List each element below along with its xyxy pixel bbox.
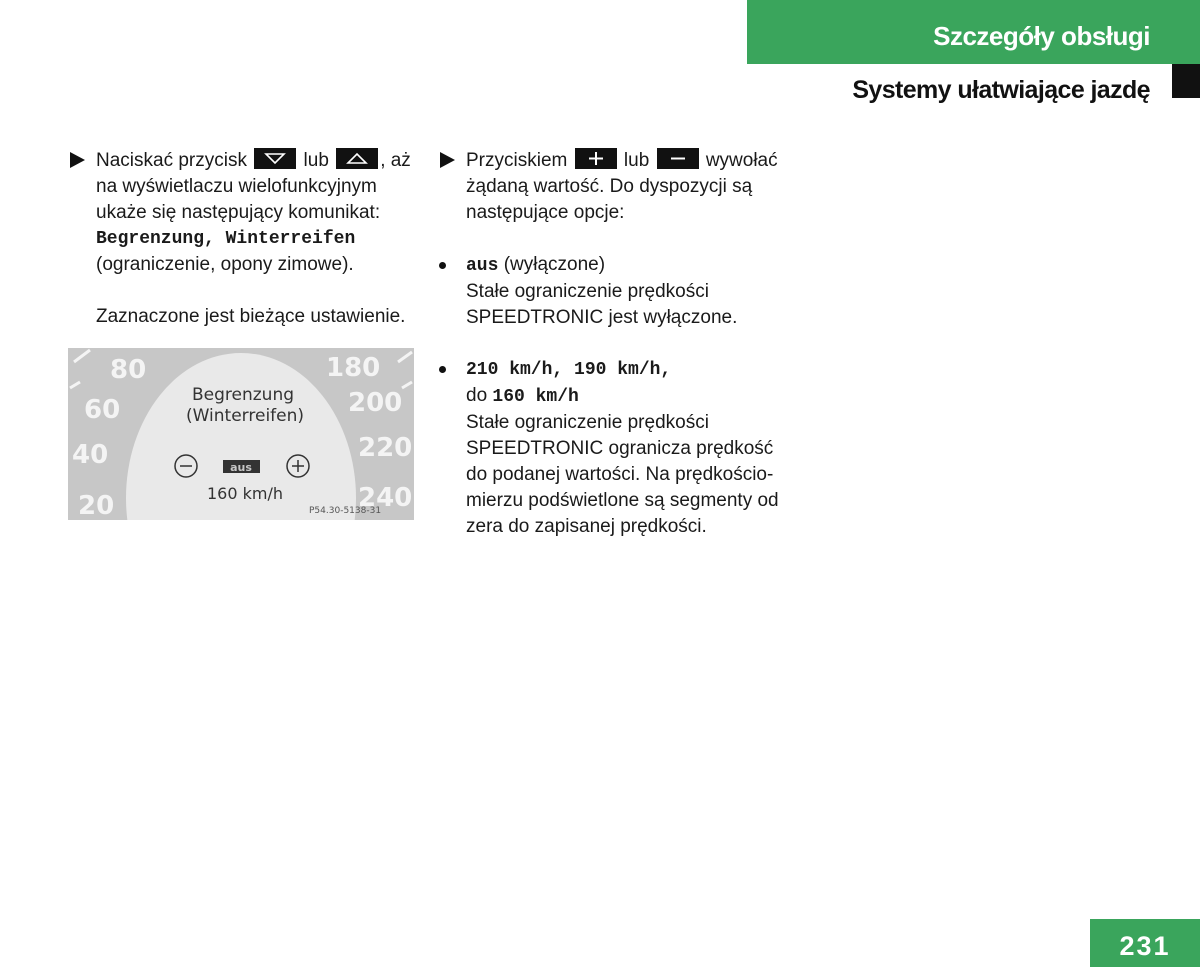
left-text: lub	[303, 150, 329, 171]
section-tab	[747, 0, 1200, 64]
left-paragraph-2: Zaznaczone jest bieżące ustawienie.	[96, 306, 406, 327]
option-2-mono: 210 km/h, 190 km/h,	[466, 360, 672, 380]
left-line-5: (ograniczenie, opony zimowe).	[96, 254, 354, 275]
left-line-3: ukaże się następujący komunikat:	[96, 202, 381, 223]
right-text: lub	[623, 150, 650, 171]
scale-left-0: 80	[110, 355, 147, 385]
right-line-1	[466, 148, 796, 174]
option-bullet	[439, 262, 446, 269]
option-2-line-4: SPEEDTRONIC ogranicza prędkość	[466, 438, 774, 459]
triangle-bullet-icon	[70, 152, 85, 168]
option-bullet	[439, 366, 446, 373]
right-line-3: następujące opcje:	[466, 202, 625, 223]
scale-left-2: 40	[72, 440, 109, 470]
option-1-label	[466, 252, 796, 279]
option-2-line-5: do podanej wartości. Na prędkościo-	[466, 464, 774, 485]
scale-right-1: 200	[348, 388, 403, 418]
scale-left-3: 20	[78, 491, 115, 520]
left-text: , aż	[380, 150, 411, 171]
option-2-do: do	[466, 385, 488, 406]
option-2-line-6: mierzu podświetlone są segmenty od	[466, 490, 779, 511]
scale-right-3: 240	[358, 483, 413, 513]
plus-key-icon	[575, 148, 617, 169]
option-2-line-2	[466, 383, 796, 410]
arrow-down-key-icon	[254, 148, 296, 169]
page-number-text: 231	[1119, 930, 1171, 961]
option-2-mono-2: 160 km/h	[492, 387, 579, 407]
triangle-bullet-icon	[440, 152, 455, 168]
minus-key-icon	[657, 148, 699, 169]
right-line-2: żądaną wartość. Do dyspozycji są	[466, 176, 753, 197]
option-2-line-7: zera do zapisanej prędkości.	[466, 516, 707, 537]
side-marker	[1172, 64, 1200, 98]
scale-right-0: 180	[326, 353, 381, 383]
scale-right-2: 220	[358, 433, 413, 463]
scale-left-1: 60	[84, 395, 121, 425]
display-line-2: (Winterreifen)	[185, 406, 305, 426]
right-text: Przyciskiem	[466, 150, 568, 171]
left-line-1	[96, 148, 426, 174]
left-text: Naciskać przycisk	[96, 150, 247, 171]
option-2-line-3: Stałe ograniczenie prędkości	[466, 412, 709, 433]
left-line-2: na wyświetlaczu wielofunkcyjnym	[96, 176, 377, 197]
section-title: Szczegóły obsługi	[933, 21, 1150, 51]
option-1-suffix: (wyłączone)	[503, 254, 606, 275]
arrow-up-key-icon	[336, 148, 378, 169]
display-speed: 160 km/h	[206, 484, 284, 503]
left-line-mono: Begrenzung, Winterreifen	[96, 229, 356, 249]
display-ref-code: P54.30-5138-31	[309, 506, 382, 516]
display-badge: aus	[230, 461, 252, 474]
display-line-1: Begrenzung	[191, 385, 295, 405]
page-number	[1090, 919, 1200, 967]
multifunction-display-image	[68, 348, 414, 520]
right-text: wywołać	[705, 150, 778, 171]
right-instruction	[466, 148, 796, 540]
left-instruction	[96, 148, 426, 330]
option-1-line-2: Stałe ograniczenie prędkości	[466, 281, 709, 302]
option-1-line-3: SPEEDTRONIC jest wyłączone.	[466, 307, 738, 328]
option-1-mono: aus	[466, 256, 499, 276]
page-subtitle: Systemy ułatwiające jazdę	[852, 76, 1150, 104]
